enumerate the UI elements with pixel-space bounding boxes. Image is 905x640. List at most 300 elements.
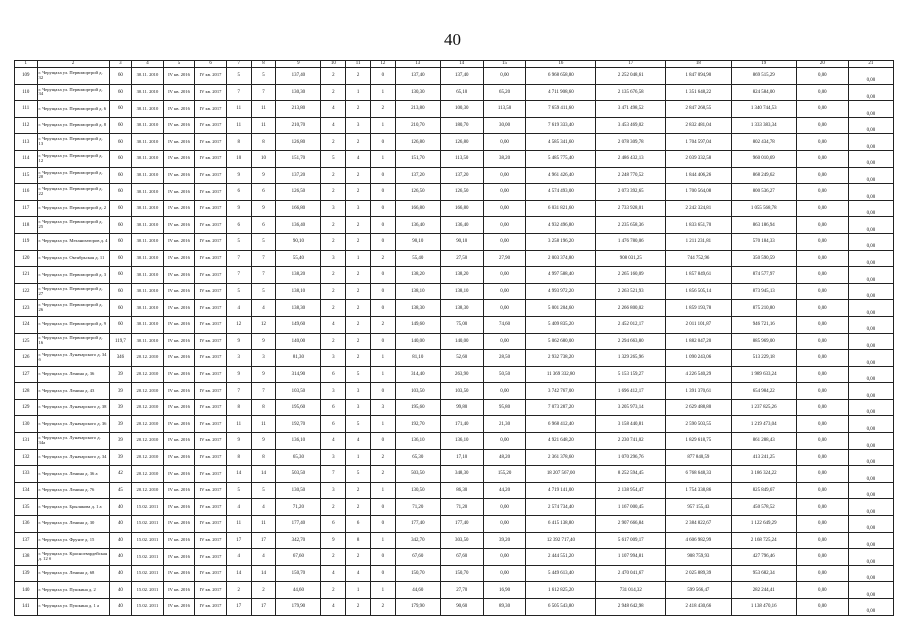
cell-col-11: 6: [346, 516, 371, 533]
cell-col-19: 824 584,00: [731, 84, 796, 101]
cell-col-19: 1 340 744,53: [731, 101, 796, 118]
cell-col-3: 39: [109, 449, 132, 466]
cell-col-16: 2 932 738,20: [526, 350, 596, 367]
cell-col-10: 2: [321, 134, 346, 151]
column-number-21: 21: [848, 61, 893, 68]
cell-col-13: 149,60: [395, 316, 440, 333]
cell-col-12: 0: [371, 333, 396, 350]
cell-col-14: 180,70: [440, 117, 483, 134]
cell-col-6: IV кв. 2017: [195, 250, 227, 267]
cell-col-15: 0,00: [483, 68, 526, 85]
cell-col-16: 5 449 613,40: [526, 565, 596, 582]
cell-col-7: 11: [226, 101, 251, 118]
cell-col-13: 140,00: [395, 333, 440, 350]
cell-col-14: 348,30: [440, 466, 483, 483]
table-row: [15, 167, 894, 184]
cell-col-19: 427 796,46: [731, 549, 796, 566]
cell-col-19: 953 682,34: [731, 565, 796, 582]
cell-col-9: 71,20: [276, 499, 321, 516]
cell-col-10: 4: [321, 433, 346, 450]
cell-col-9: 150,70: [276, 565, 321, 582]
cell-col-7: 7: [226, 267, 251, 284]
cell-col-7: 11: [226, 516, 251, 533]
cell-col-13: 137,40: [395, 68, 440, 85]
cell-col-17: 2 073 392,65: [596, 184, 666, 201]
cell-col-17: 2 235 658,36: [596, 217, 666, 234]
cell-col-16: 4 961 426,40: [526, 167, 596, 184]
cell-col-21: 0,00: [848, 466, 893, 483]
cell-col-21: 0,00: [848, 200, 893, 217]
cell-col-2: г. Черущаха ул. Первомортрой д. 26: [37, 300, 109, 317]
cell-col-4: 30.11. 2010: [132, 184, 164, 201]
cell-col-17: 2 452 012,17: [596, 316, 666, 333]
cell-col-18: 2 384 822,67: [666, 516, 731, 533]
cell-col-11: 2: [346, 599, 371, 616]
cell-col-21: 0,00: [848, 283, 893, 300]
cell-col-20: 0,00: [796, 350, 848, 367]
cell-col-20: 0,00: [796, 599, 848, 616]
cell-col-11: 5: [346, 466, 371, 483]
cell-col-16: 6 415 138,80: [526, 516, 596, 533]
cell-col-11: 2: [346, 184, 371, 201]
cell-col-7: 9: [226, 167, 251, 184]
cell-col-9: 55,40: [276, 250, 321, 267]
cell-col-2: г. Черущаха ул. Первомортрой д. 2: [37, 200, 109, 217]
column-number-2: 2: [37, 61, 109, 68]
cell-col-18: 1 700 564,08: [666, 184, 731, 201]
cell-col-3: 60: [109, 316, 132, 333]
cell-col-3: 40: [109, 499, 132, 516]
cell-col-18: 1 833 651,70: [666, 217, 731, 234]
cell-col-10: 2: [321, 167, 346, 184]
cell-col-11: 2: [346, 333, 371, 350]
cell-col-21: 0,00: [848, 433, 893, 450]
cell-col-10: 2: [321, 233, 346, 250]
cell-col-14: 86,30: [440, 482, 483, 499]
cell-col-9: 90,10: [276, 233, 321, 250]
cell-col-6: IV кв. 2017: [195, 267, 227, 284]
cell-col-19: 1 333 383,34: [731, 117, 796, 134]
cell-col-12: 1: [371, 350, 396, 367]
cell-col-17: 1 167 000,45: [596, 499, 666, 516]
cell-col-15: 155,20: [483, 466, 526, 483]
cell-col-9: 130,30: [276, 84, 321, 101]
cell-col-21: 0,00: [848, 150, 893, 167]
cell-col-15: 0,00: [483, 565, 526, 582]
cell-col-9: 103,50: [276, 383, 321, 400]
cell-col-2: г. Черущаха ул. Ленина д. 30: [37, 516, 109, 533]
cell-col-15: 30,00: [483, 117, 526, 134]
cell-col-1: 121: [15, 267, 38, 284]
cell-col-15: 16,90: [483, 582, 526, 599]
cell-col-20: 0,00: [796, 433, 848, 450]
table-row: [15, 565, 894, 582]
cell-col-5: IV кв. 2016: [163, 383, 195, 400]
cell-col-16: 18 207 567,00: [526, 466, 596, 483]
cell-col-3: 40: [109, 565, 132, 582]
cell-col-4: 30.11. 2010: [132, 200, 164, 217]
cell-col-6: IV кв. 2017: [195, 399, 227, 416]
cell-col-20: 0,00: [796, 516, 848, 533]
cell-col-4: 15.02. 2011: [132, 565, 164, 582]
cell-col-20: 0,00: [796, 250, 848, 267]
cell-col-17: 2 907 666,84: [596, 516, 666, 533]
cell-col-7: 9: [226, 200, 251, 217]
cell-col-20: 0,00: [796, 117, 848, 134]
cell-col-12: 3: [371, 399, 396, 416]
table-row: [15, 416, 894, 433]
cell-col-9: 166,80: [276, 200, 321, 217]
cell-col-1: 130: [15, 416, 38, 433]
cell-col-6: IV кв. 2017: [195, 184, 227, 201]
cell-col-10: 4: [321, 316, 346, 333]
cell-col-19: 869 515,29: [731, 68, 796, 85]
cell-col-18: 2 629 488,80: [666, 399, 731, 416]
cell-col-5: IV кв. 2016: [163, 333, 195, 350]
cell-col-7: 2: [226, 582, 251, 599]
cell-col-5: IV кв. 2016: [163, 482, 195, 499]
cell-col-7: 11: [226, 416, 251, 433]
cell-col-10: 2: [321, 68, 346, 85]
cell-col-14: 138,10: [440, 283, 483, 300]
cell-col-10: 3: [321, 383, 346, 400]
cell-col-19: 2 168 725,24: [731, 532, 796, 549]
cell-col-1: 117: [15, 200, 38, 217]
cell-col-7: 7: [226, 84, 251, 101]
cell-col-12: 0: [371, 184, 396, 201]
cell-col-21: 0,00: [848, 399, 893, 416]
cell-col-2: г. Черущаха ул. Первомортрой д. 20: [37, 167, 109, 184]
cell-col-17: 1 107 994,81: [596, 549, 666, 566]
table-row: [15, 516, 894, 533]
cell-col-5: IV кв. 2016: [163, 565, 195, 582]
cell-col-17: 731 014,32: [596, 582, 666, 599]
cell-col-2: г. Черущаха ул. Луначарского д. 36: [37, 416, 109, 433]
cell-col-2: г. Черущаха ул. Ленина д. 68: [37, 565, 109, 582]
cell-col-4: 30.11. 2010: [132, 167, 164, 184]
cell-col-20: 0,00: [796, 316, 848, 333]
cell-col-12: 0: [371, 433, 396, 450]
cell-col-19: 1 055 568,78: [731, 200, 796, 217]
cell-col-10: 3: [321, 350, 346, 367]
cell-col-4: 30.11. 2010: [132, 333, 164, 350]
cell-col-20: 0,00: [796, 184, 848, 201]
cell-col-2: г. Черущаха ул. Октябрьская д. 11: [37, 250, 109, 267]
cell-col-5: IV кв. 2016: [163, 167, 195, 184]
cell-col-8: 9: [251, 200, 276, 217]
cell-col-13: 503,50: [395, 466, 440, 483]
cell-col-8: 7: [251, 383, 276, 400]
cell-col-20: 0,00: [796, 233, 848, 250]
cell-col-4: 15.02. 2011: [132, 532, 164, 549]
table-row: [15, 150, 894, 167]
cell-col-15: 44,20: [483, 482, 526, 499]
column-number-20: 20: [796, 61, 848, 68]
cell-col-7: 12: [226, 316, 251, 333]
cell-col-20: 0,00: [796, 366, 848, 383]
cell-col-8: 3: [251, 350, 276, 367]
cell-col-8: 5: [251, 68, 276, 85]
cell-col-5: IV кв. 2016: [163, 549, 195, 566]
cell-col-3: 346: [109, 350, 132, 367]
cell-col-12: 2: [371, 250, 396, 267]
cell-col-6: IV кв. 2017: [195, 466, 227, 483]
cell-col-13: 138,30: [395, 300, 440, 317]
cell-col-16: 2 574 734,40: [526, 499, 596, 516]
table-row: [15, 582, 894, 599]
cell-col-12: 0: [371, 383, 396, 400]
table-row: [15, 200, 894, 217]
cell-col-1: 122: [15, 283, 38, 300]
cell-col-9: 192,70: [276, 416, 321, 433]
cell-col-10: 4: [321, 565, 346, 582]
cell-col-12: 1: [371, 532, 396, 549]
cell-col-14: 177,40: [440, 516, 483, 533]
cell-col-19: 800 536,27: [731, 184, 796, 201]
cell-col-19: 513 229,18: [731, 350, 796, 367]
cell-col-3: 60: [109, 117, 132, 134]
cell-col-15: 0,00: [483, 549, 526, 566]
cell-col-12: 0: [371, 267, 396, 284]
cell-col-19: 874 577,97: [731, 267, 796, 284]
cell-col-7: 14: [226, 466, 251, 483]
cell-col-8: 4: [251, 499, 276, 516]
cell-col-12: 0: [371, 499, 396, 516]
cell-col-6: IV кв. 2017: [195, 283, 227, 300]
cell-col-21: 0,00: [848, 499, 893, 516]
cell-col-10: 2: [321, 283, 346, 300]
cell-col-9: 138,10: [276, 283, 321, 300]
cell-col-18: 1 391 370,61: [666, 383, 731, 400]
cell-col-10: 2: [321, 300, 346, 317]
cell-col-16: 11 369 332,80: [526, 366, 596, 383]
cell-col-19: 802 434,78: [731, 134, 796, 151]
cell-col-15: 28,50: [483, 350, 526, 367]
cell-col-2: г. Черущаха ул. Ленина д. 36 а: [37, 466, 109, 483]
cell-col-19: 1 219 473,04: [731, 416, 796, 433]
table-row: [15, 217, 894, 234]
cell-col-21: 0,00: [848, 416, 893, 433]
cell-col-18: 1 844 406,26: [666, 167, 731, 184]
cell-col-13: 71,20: [395, 499, 440, 516]
cell-col-10: 6: [321, 516, 346, 533]
cell-col-14: 126,50: [440, 184, 483, 201]
cell-col-2: г. Черущаха ул. Первомортрой д. 25: [37, 217, 109, 234]
cell-col-3: 40: [109, 599, 132, 616]
cell-col-15: 0,00: [483, 499, 526, 516]
cell-col-16: 5 062 680,00: [526, 333, 596, 350]
cell-col-20: 0,00: [796, 134, 848, 151]
cell-col-20: 0,00: [796, 267, 848, 284]
cell-col-11: 2: [346, 217, 371, 234]
cell-col-19: 868 249,62: [731, 167, 796, 184]
cell-col-20: 0,00: [796, 449, 848, 466]
cell-col-13: 179,90: [395, 599, 440, 616]
cell-col-5: IV кв. 2016: [163, 350, 195, 367]
cell-col-21: 0,00: [848, 582, 893, 599]
cell-col-17: 2 733 928,01: [596, 200, 666, 217]
column-number-14: 14: [440, 61, 483, 68]
cell-col-4: 20.12. 2010: [132, 399, 164, 416]
cell-col-11: 3: [346, 399, 371, 416]
cell-col-9: 342,70: [276, 532, 321, 549]
cell-col-12: 0: [371, 68, 396, 85]
table-row: [15, 482, 894, 499]
cell-col-14: 138,20: [440, 267, 483, 284]
cell-col-18: 2 025 889,39: [666, 565, 731, 582]
table-row: [15, 449, 894, 466]
table-row: [15, 366, 894, 383]
cell-col-21: 0,00: [848, 565, 893, 582]
cell-col-6: IV кв. 2017: [195, 366, 227, 383]
cell-col-9: 137,40: [276, 68, 321, 85]
cell-col-15: 21,30: [483, 416, 526, 433]
cell-col-2: г. Черущаха ул. Луначарского д. 34 б: [37, 350, 109, 367]
cell-col-17: 1 476 780,06: [596, 233, 666, 250]
cell-col-16: 4 993 972,20: [526, 283, 596, 300]
cell-col-10: 5: [321, 150, 346, 167]
cell-col-19: 413 241,25: [731, 449, 796, 466]
cell-col-6: IV кв. 2017: [195, 300, 227, 317]
column-number-8: 8: [251, 61, 276, 68]
cell-col-6: IV кв. 2017: [195, 150, 227, 167]
cell-col-10: 7: [321, 466, 346, 483]
cell-col-12: 2: [371, 449, 396, 466]
cell-col-17: 1 070 296,76: [596, 449, 666, 466]
table-row: [15, 233, 894, 250]
table-row: [15, 267, 894, 284]
cell-col-10: 3: [321, 250, 346, 267]
cell-col-1: 139: [15, 565, 38, 582]
cell-col-15: 113,50: [483, 101, 526, 118]
cell-col-16: 4 585 341,60: [526, 134, 596, 151]
cell-col-5: IV кв. 2016: [163, 267, 195, 284]
cell-col-8: 11: [251, 117, 276, 134]
cell-col-20: 0,00: [796, 333, 848, 350]
cell-col-10: 4: [321, 101, 346, 118]
page-number: 40: [444, 30, 461, 49]
cell-col-11: 2: [346, 499, 371, 516]
cell-col-11: 1: [346, 84, 371, 101]
cell-col-5: IV кв. 2016: [163, 283, 195, 300]
cell-col-13: 166,80: [395, 200, 440, 217]
cell-col-21: 0,00: [848, 68, 893, 85]
cell-col-4: 20.12. 2010: [132, 416, 164, 433]
cell-col-1: 119: [15, 233, 38, 250]
cell-col-15: 0,00: [483, 134, 526, 151]
cell-col-13: 314,40: [395, 366, 440, 383]
cell-col-14: 126,80: [440, 134, 483, 151]
cell-col-15: 0,00: [483, 167, 526, 184]
cell-col-4: 30.11. 2010: [132, 233, 164, 250]
cell-col-4: 30.11. 2010: [132, 267, 164, 284]
cell-col-14: 136,10: [440, 433, 483, 450]
cell-col-1: 127: [15, 366, 38, 383]
cell-col-13: 177,40: [395, 516, 440, 533]
cell-col-21: 0,00: [848, 383, 893, 400]
cell-col-15: 0,00: [483, 516, 526, 533]
cell-col-11: 1: [346, 582, 371, 599]
cell-col-16: 4 711 908,60: [526, 84, 596, 101]
cell-col-5: IV кв. 2016: [163, 117, 195, 134]
cell-col-1: 115: [15, 167, 38, 184]
cell-col-17: 2 294 663,80: [596, 333, 666, 350]
cell-col-15: 95,80: [483, 399, 526, 416]
cell-col-6: IV кв. 2017: [195, 217, 227, 234]
cell-col-21: 0,00: [848, 167, 893, 184]
cell-col-3: 60: [109, 134, 132, 151]
table-row: [15, 499, 894, 516]
cell-col-10: 2: [321, 499, 346, 516]
cell-col-17: 2 138 954,47: [596, 482, 666, 499]
cell-col-18: 1 829 618,75: [666, 433, 731, 450]
cell-col-1: 111: [15, 101, 38, 118]
cell-col-1: 128: [15, 383, 38, 400]
cell-col-2: г. Черущаха ул. Луначарского д. 34: [37, 449, 109, 466]
cell-col-5: IV кв. 2016: [163, 433, 195, 450]
cell-col-21: 0,00: [848, 233, 893, 250]
cell-col-10: 6: [321, 399, 346, 416]
cell-col-9: 44,60: [276, 582, 321, 599]
cell-col-17: 2 265 160,09: [596, 267, 666, 284]
cell-col-8: 9: [251, 433, 276, 450]
cell-col-21: 0,00: [848, 184, 893, 201]
cell-col-20: 0,00: [796, 416, 848, 433]
cell-col-18: 957 155,43: [666, 499, 731, 516]
cell-col-11: 8: [346, 532, 371, 549]
cell-col-1: 112: [15, 117, 38, 134]
cell-col-6: IV кв. 2017: [195, 599, 227, 616]
cell-col-5: IV кв. 2016: [163, 366, 195, 383]
cell-col-16: 3 258 196,20: [526, 233, 596, 250]
cell-col-13: 138,10: [395, 283, 440, 300]
cell-col-4: 20.12. 2010: [132, 482, 164, 499]
cell-col-13: 342,70: [395, 532, 440, 549]
cell-col-8: 17: [251, 532, 276, 549]
cell-col-12: 0: [371, 200, 396, 217]
cell-col-1: 133: [15, 466, 38, 483]
cell-col-9: 138,20: [276, 267, 321, 284]
cell-col-13: 137,20: [395, 167, 440, 184]
column-number-7: 7: [226, 61, 251, 68]
cell-col-2: г. Черущаха ул. Механизаторов д. 4: [37, 233, 109, 250]
cell-col-14: 75,00: [440, 316, 483, 333]
cell-col-6: IV кв. 2017: [195, 433, 227, 450]
cell-col-14: 100,30: [440, 101, 483, 118]
cell-col-14: 17,10: [440, 449, 483, 466]
cell-col-6: IV кв. 2017: [195, 549, 227, 566]
cell-col-3: 40: [109, 516, 132, 533]
cell-col-8: 11: [251, 416, 276, 433]
cell-col-2: г. Черущаха ул. Первомортрой д. 22: [37, 184, 109, 201]
cell-col-15: 0,00: [483, 217, 526, 234]
cell-col-20: 0,00: [796, 300, 848, 317]
cell-col-15: 89,30: [483, 599, 526, 616]
cell-col-3: 39: [109, 383, 132, 400]
cell-col-3: 119,7: [109, 333, 132, 350]
cell-col-7: 8: [226, 399, 251, 416]
cell-col-18: 2 590 503,55: [666, 416, 731, 433]
cell-col-16: 3 742 767,00: [526, 383, 596, 400]
cell-col-10: 2: [321, 267, 346, 284]
cell-col-18: 2 418 430,66: [666, 599, 731, 616]
cell-col-14: 303,50: [440, 532, 483, 549]
cell-col-8: 8: [251, 134, 276, 151]
cell-col-8: 12: [251, 316, 276, 333]
cell-col-2: г. Черущаха ул. Первомортрой д. 13: [37, 134, 109, 151]
cell-col-1: 114: [15, 150, 38, 167]
cell-col-4: 15.02. 2011: [132, 499, 164, 516]
